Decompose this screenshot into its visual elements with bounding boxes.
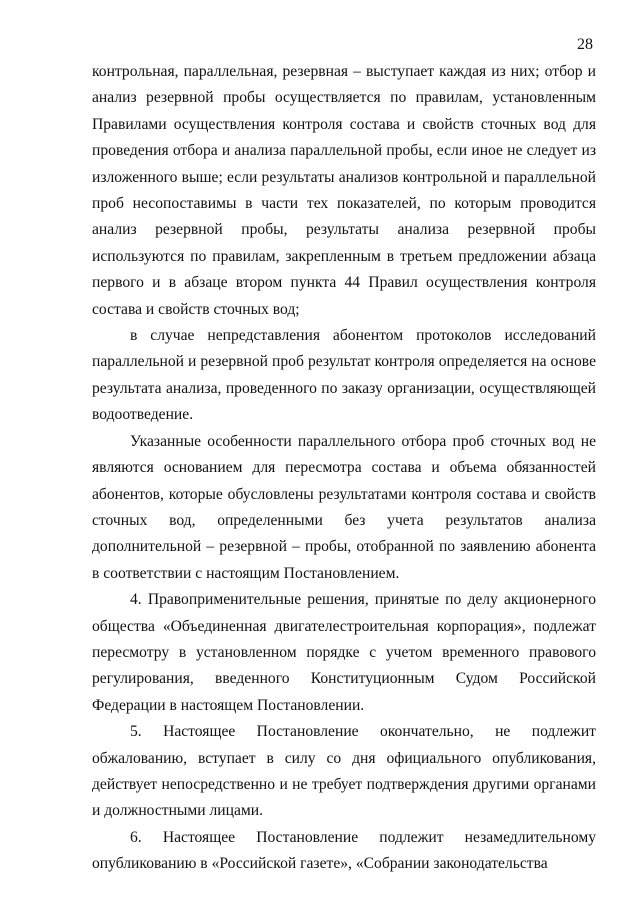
document-body <box>92 59 596 878</box>
page-number: 28 <box>577 36 593 53</box>
paragraph-item-6: 6. Настоящее Постановление подлежит незамедлительному опубликованию в «Российской газете», «Собрании законодательства <box>92 828 596 873</box>
paragraph-item-5: 5. Настоящее Постановление окончательно, не подлежит обжалованию, вступает в силу со дня официального опубликования, действует непосредственно и не требует подтверждения другими органами и должностными лицами. <box>92 723 596 820</box>
paragraph-continuation: контрольная, параллельная, резервная – выступает каждая из них; отбор и анализ резервной пробы осуществляется по правилам, установленным Правилами осуществления контроля состава и свойств сточных вод для проведения отбора и анализа параллельной пробы, если иное не следует из изложенного выше; если результаты анализов контрольной и параллельной проб несопоставимы в части тех показателей, по которым проводится анализ резервной пробы, результаты анализа резервной пробы используются по правилам, закрепленным в третьем предложении абзаца первого и в абзаце втором пункта 44 Правил осуществления контроля состава и свойств сточных вод; <box>92 63 596 318</box>
paragraph-sampling-features: Указанные особенности параллельного отбора проб сточных вод не являются основанием для пересмотра состава и объема обязанностей абонентов, которые обусловлены результатами контроля состава и свойств сточных вод, определенными без учета результатов анализа дополнительной – резервной – пробы, отобранной по заявлению абонента в соответствии с настоящим Постановлением. <box>92 432 596 582</box>
paragraph-no-protocols: в случае непредставления абонентом протоколов исследований параллельной и резервной проб результат контроля определяется на основе результата анализа, проведенного по заказу организации, осуществляющей водоотведение. <box>92 327 596 424</box>
paragraph-item-4: 4. Правоприменительные решения, принятые по делу акционерного общества «Объединенная двигателестроительная корпорация», подлежат пересмотру в установленном порядке с учетом временного правового регулирования, введенного Конституционным Судом Российской Федерации в настоящем Постановлении. <box>92 591 596 714</box>
